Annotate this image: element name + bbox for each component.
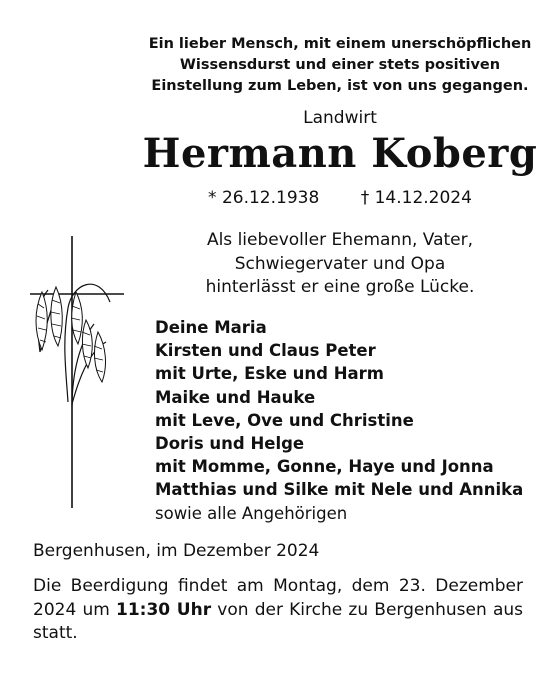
intro-line: Ein lieber Mensch, mit einem unerschöpflichen [148, 36, 532, 52]
life-dates [140, 188, 540, 208]
announcement-line: Als liebevoller Ehemann, Vater, [206, 230, 474, 250]
funeral-text: Die Beerdigung findet am Montag, dem 23. Dezember 2024 um [33, 576, 523, 620]
occupation: Landwirt [303, 108, 377, 128]
mourner-line: mit Momme, Gonne, Haye und Jonna [155, 457, 494, 477]
mourner-line: Doris und Helge [155, 434, 305, 454]
birth-date: * 26.12.1938 [208, 188, 320, 208]
mourner-line: Deine Maria [155, 318, 267, 337]
intro-line: Einstellung zum Leben, ist von uns gegangen. [151, 78, 529, 94]
mourner-line: Kirsten und Claus Peter [155, 341, 376, 361]
intro-text [140, 34, 540, 97]
mourner-line: mit Urte, Eske und Harm [155, 364, 384, 384]
funeral-text: von der Kirche zu Bergenhusen aus statt. [33, 599, 523, 643]
funeral-time: 11:30 Uhr [115, 599, 212, 620]
death-date: † 14.12.2024 [360, 188, 472, 208]
mourners-list [155, 316, 545, 525]
mourner-line: sowie alle Angehörigen [155, 503, 348, 523]
mourner-line: mit Leve, Ove und Christine [155, 410, 414, 430]
deceased-name: Hermann Koberg [142, 130, 538, 177]
funeral-notice [33, 575, 523, 646]
announcement-line: hinterlässt er eine große Lücke. [205, 277, 475, 297]
announcement [140, 229, 540, 300]
cross-with-wheat-icon [28, 232, 128, 512]
mourner-line: Matthias und Silke mit Nele und Annika [155, 480, 524, 500]
intro-line: Wissensdurst und einer stets positiven [179, 57, 501, 73]
announcement-line: Schwiegervater und Opa [234, 253, 446, 274]
cross-icon [30, 236, 124, 508]
mourner-line: Maike und Hauke [155, 387, 316, 407]
place-and-date: Bergenhusen, im Dezember 2024 [33, 541, 320, 561]
